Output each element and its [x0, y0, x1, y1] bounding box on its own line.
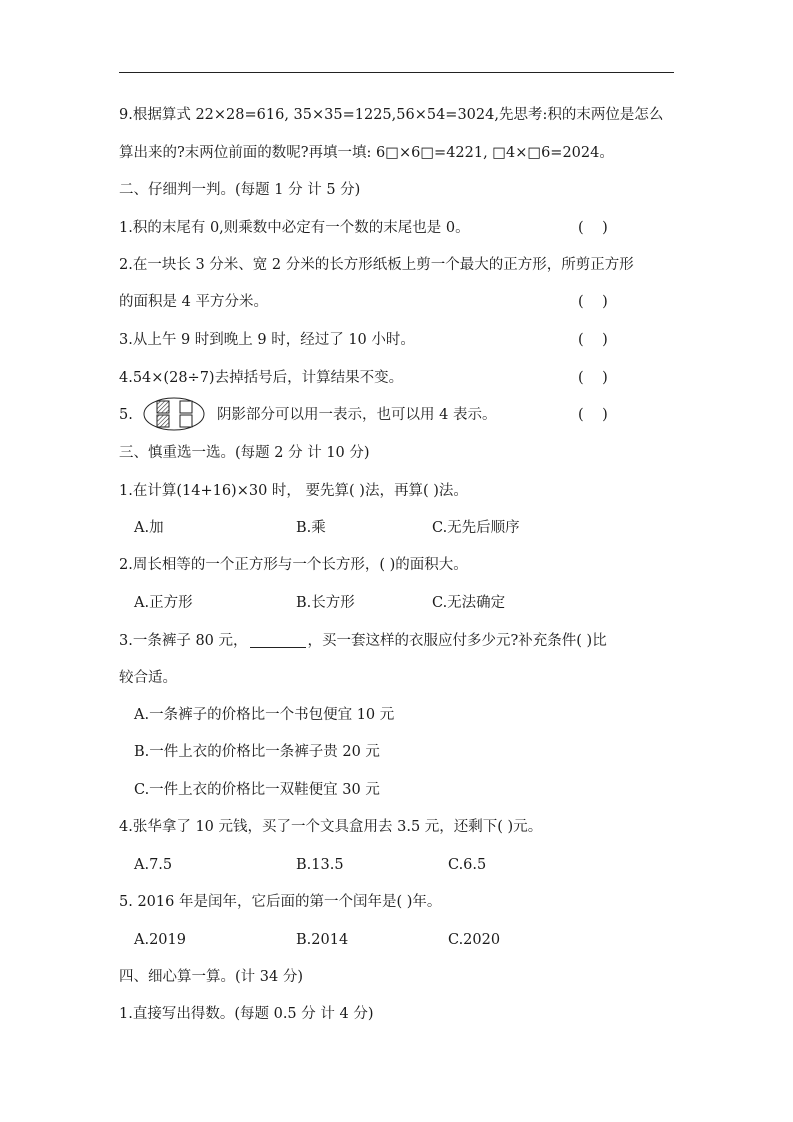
choice-q2-option-a[interactable]: A.正方形 — [134, 595, 193, 611]
choice-q2-option-b[interactable]: B.长方形 — [296, 595, 355, 611]
choice-q3-stem-cont: 较合适。 — [119, 670, 177, 686]
judge-item-2: 2.在一块长 3 分米、宽 2 分米的长方形纸板上剪一个最大的正方形，所剪正方形 — [119, 257, 634, 273]
section4-sub1: 1.直接写出得数。(每题 0.5 分 计 4 分) — [119, 1006, 374, 1022]
judge-item-5-number: 5. — [119, 407, 133, 423]
choice-q1-option-a[interactable]: A.加 — [134, 520, 164, 536]
choice-q4-option-a[interactable]: A.7.5 — [134, 857, 173, 873]
choice-q3-stem — [119, 631, 607, 651]
choice-q5-option-c[interactable]: C.2020 — [448, 932, 501, 948]
choice-q3-option-b[interactable]: B.一件上衣的价格比一条裤子贵 20 元 — [134, 744, 380, 760]
answer-paren[interactable]: ( ) — [578, 220, 608, 236]
judge-item-5-text: 阴影部分可以用一表示，也可以用 4 表示。 — [217, 407, 497, 423]
header-rule — [119, 72, 674, 73]
section3-title: 三、慎重选一选。(每题 2 分 计 10 分) — [119, 445, 370, 461]
choice-q2-option-c[interactable]: C.无法确定 — [432, 595, 506, 611]
choice-q3-stem-start: 3.一条裤子 80 元， — [119, 633, 248, 649]
choice-q3-stem-end: ，买一套这样的衣服应付多少元?补充条件( )比 — [307, 633, 607, 649]
choice-q1-option-b[interactable]: B.乘 — [296, 520, 326, 536]
fill-in-blank[interactable] — [250, 633, 306, 648]
judge-item-4: 4.54×(28÷7)去掉括号后，计算结果不变。 — [119, 370, 404, 386]
answer-paren[interactable]: ( ) — [578, 332, 608, 348]
choice-q5-option-b[interactable]: B.2014 — [296, 932, 349, 948]
choice-q4-stem: 4.张华拿了 10 元钱，买了一个文具盒用去 3.5 元，还剩下( )元。 — [119, 819, 543, 835]
choice-q5-stem: 5. 2016 年是闰年，它后面的第一个闰年是( )年。 — [119, 894, 442, 910]
judge-item-1: 1.积的末尾有 0,则乘数中必定有一个数的末尾也是 0。 — [119, 220, 470, 236]
choice-q4-option-b[interactable]: B.13.5 — [296, 857, 344, 873]
section4-title: 四、细心算一算。(计 34 分) — [119, 969, 303, 985]
answer-paren[interactable]: ( ) — [578, 407, 608, 423]
answer-paren[interactable]: ( ) — [578, 294, 608, 310]
judge-item-2-cont: 的面积是 4 平方分米。 — [119, 294, 268, 310]
section2-title: 二、仔细判一判。(每题 1 分 计 5 分) — [119, 182, 361, 198]
q9-line1: 9.根据算式 22×28=616, 35×35=1225,56×54=3024,先思考:积的末两位是怎么 — [119, 107, 664, 123]
choice-q4-option-c[interactable]: C.6.5 — [448, 857, 487, 873]
q9-line2: 算出来的?末两位前面的数呢?再填一填: 6□×6□=4221, □4×□6=2024。 — [119, 145, 614, 161]
choice-q1-stem: 1.在计算(14+16)×30 时， 要先算( )法，再算( )法。 — [119, 483, 468, 499]
choice-q3-option-c[interactable]: C.一件上衣的价格比一双鞋便宜 30 元 — [134, 782, 380, 798]
choice-q1-option-c[interactable]: C.无先后顺序 — [432, 520, 520, 536]
choice-q3-option-a[interactable]: A.一条裤子的价格比一个书包便宜 10 元 — [134, 707, 395, 723]
judge-item-3: 3.从上午 9 时到晚上 9 时，经过了 10 小时。 — [119, 332, 415, 348]
choice-q5-option-a[interactable]: A.2019 — [134, 932, 186, 948]
choice-q2-stem: 2.周长相等的一个正方形与一个长方形，( )的面积大。 — [119, 557, 468, 573]
shaded-squares-figure — [143, 397, 205, 431]
answer-paren[interactable]: ( ) — [578, 370, 608, 386]
